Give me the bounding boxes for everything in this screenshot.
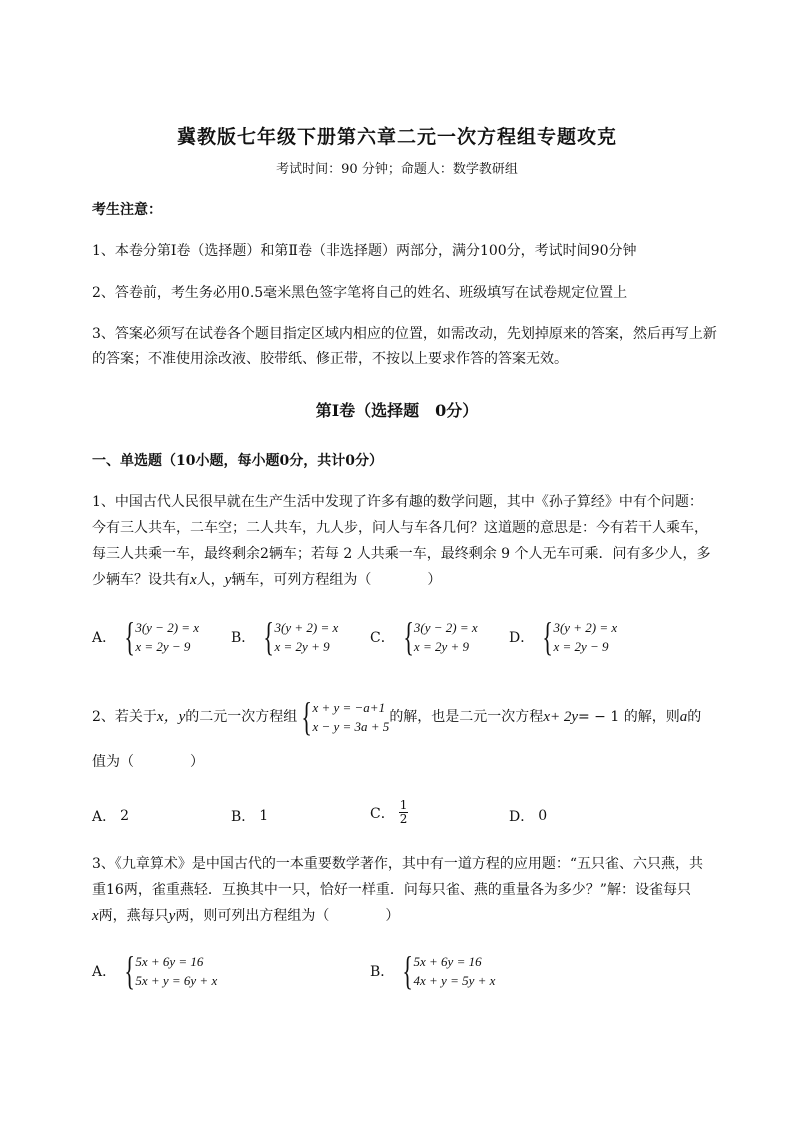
q2-option-a[interactable] (92, 806, 129, 826)
q1-text-c: 辆车，可列方程组为（ ） (231, 572, 442, 588)
q2-option-b[interactable] (231, 806, 268, 826)
equation: 3(y + 2) = x (553, 620, 618, 635)
q3-var-y: y (168, 908, 176, 924)
q1-text-a: 少辆车？设共有 (92, 572, 190, 588)
equation-system: { 5x + 6y = 16 4x + y = 5y + x (402, 948, 496, 993)
equation-system: { 3(y − 2) = x x = 2y − 9 (124, 614, 200, 659)
q3-option-a[interactable] (92, 948, 218, 993)
option-label: B． (370, 964, 395, 980)
q1-text-b: 人， (196, 572, 225, 588)
option-label: A． (92, 630, 117, 646)
q3-text-a: 两，燕每只 (98, 908, 169, 924)
q2-option-c[interactable] (370, 799, 408, 826)
equation-system: { 3(y + 2) = x x = 2y − 9 (542, 614, 618, 659)
q3-line-2: 重16两，雀重燕轻．互换其中一只，恰好一样重．问每只雀、燕的重量各为多少？”解：设雀每只 (92, 882, 691, 898)
q1-line-2: 今有三人共车，二车空；二人共车，九人步，问人与车各几何？这道题的意思是：今有若干人乘车， (92, 520, 708, 536)
fraction-numerator: 1 (399, 798, 408, 812)
option-label: B． (231, 630, 256, 646)
q3-text-b: 两，则可列出方程组为（ ） (175, 908, 400, 924)
equation-system: { 3(y + 2) = x x = 2y + 9 (263, 614, 339, 659)
option-label: C． (370, 805, 395, 822)
fraction-denominator: 2 (399, 812, 408, 826)
q1-option-d[interactable] (509, 614, 618, 659)
q2-text-d: = − 1 的解，则 (578, 708, 680, 725)
q1-var-x: x (190, 572, 197, 588)
equation: x − y = 3a + 5 (312, 719, 390, 734)
q2-text-e: 的 (687, 708, 702, 725)
equation: 4x + y = 5y + x (413, 973, 496, 988)
option-label: D． (509, 630, 535, 646)
q1-var-y: y (224, 572, 232, 588)
option-label: A． (92, 809, 117, 825)
option-value: 2 (120, 808, 130, 824)
notice-item-2: 2、答卷前，考生务必用0.5毫米黑色签字笔将自己的姓名、班级填写在试卷规定位置上 (92, 285, 628, 301)
q2-vars: x，y (156, 708, 186, 725)
q3-line-1: 3、《九章算术》是中国古代的一本重要数学著作，其中有一道方程的应用题：“五只雀、六只燕，共 (92, 856, 704, 872)
equation: 5x + y = 6y + x (135, 973, 218, 988)
q1-option-c[interactable] (370, 614, 478, 659)
q2-line-1 (92, 694, 702, 739)
q2-text-c: 的解，也是二元一次方程 (389, 708, 544, 725)
part-title: 第Ⅰ卷（选择题 0分） (315, 401, 479, 420)
q2-line-2: 值为（ ） (92, 754, 204, 770)
equation-system: { 5x + 6y = 16 5x + y = 6y + x (124, 948, 218, 993)
option-label: D． (509, 809, 535, 825)
equation-system: { 3(y − 2) = x x = 2y + 9 (403, 614, 478, 659)
option-value: 1 (259, 808, 269, 824)
q1-line-1: 1、中国古代人民很早就在生产生活中发现了许多有趣的数学问题，其中《孙子算经》中有个问题： (92, 494, 703, 510)
equation: x + y = −a+1 (312, 700, 386, 715)
q3-var-x: x (92, 908, 99, 924)
q2-text-a: 2、若关于 (92, 708, 157, 725)
equation: x = 2y + 9 (413, 639, 470, 654)
option-value: 0 (538, 808, 548, 824)
q2-text-b: 的二元一次方程组 (185, 708, 298, 725)
notice-heading: 考生注意： (92, 202, 162, 218)
equation: x = 2y − 9 (135, 639, 191, 654)
equation: x = 2y + 9 (274, 639, 330, 654)
q2-option-d[interactable] (509, 806, 547, 826)
notice-item-3-cont: 的答案；不准使用涂改液、胶带纸、修正带，不按以上要求作答的答案无效。 (92, 351, 568, 367)
equation: x = 2y − 9 (553, 639, 609, 654)
fraction (399, 799, 409, 826)
equation: 5x + 6y = 16 (135, 954, 204, 969)
notice-item-1: 1、本卷分第Ⅰ卷（选择题）和第Ⅱ卷（非选择题）两部分，满分100分，考试时间90分钟 (92, 243, 637, 259)
equation: 3(y − 2) = x (135, 620, 200, 635)
notice-item-3: 3、答案必须写在试卷各个题目指定区域内相应的位置，如需改动，先划掉原来的答案，然后再写上新 (92, 326, 717, 342)
equation: 3(y + 2) = x (274, 620, 339, 635)
option-label: B． (231, 809, 256, 825)
equation-system: { x + y = −a+1 x − y = 3a + 5 (301, 694, 390, 739)
section-heading: 一、单选题（10小题，每小题0分，共计0分） (92, 453, 383, 469)
q2-equation: x+ 2y (543, 708, 578, 725)
q1-line-4 (92, 568, 441, 593)
page-title: 冀教版七年级下册第六章二元一次方程组专题攻克 (176, 126, 617, 148)
q3-line-3 (92, 904, 399, 929)
q3-option-b[interactable] (370, 948, 496, 993)
q2-var-a: a (679, 708, 688, 725)
q1-option-a[interactable] (92, 614, 200, 659)
equation: 5x + 6y = 16 (413, 954, 482, 969)
option-label: C． (370, 630, 395, 646)
exam-info: 考试时间：90 分钟；命题人：数学教研组 (276, 162, 518, 177)
q1-option-b[interactable] (231, 614, 339, 659)
option-label: A． (92, 964, 117, 980)
equation: 3(y − 2) = x (413, 620, 478, 635)
q1-line-3: 每三人共乘一车，最终剩余2辆车；若每 2 人共乘一车，最终剩余 9 个人无车可乘．问有多少人，多 (92, 546, 711, 562)
